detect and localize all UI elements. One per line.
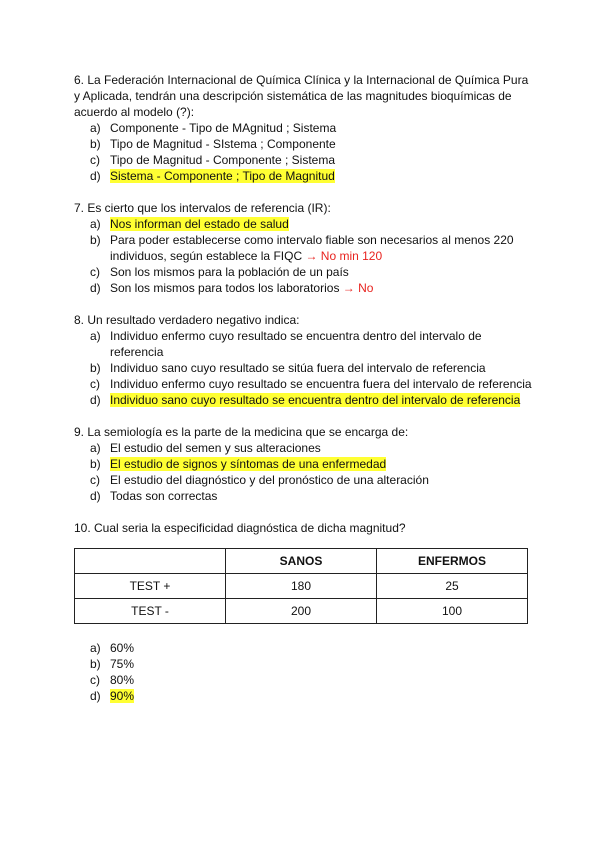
option-10d-highlighted: d) 90%: [90, 689, 135, 703]
question-10-text: 10. Cual seria la especificidad diagnóstica de dicha magnitud?: [74, 521, 406, 535]
annotation-7d: → No: [342, 281, 374, 295]
table-header-row: [75, 549, 528, 574]
option-9c: c) El estudio del diagnóstico y del pronóstico de una alteración: [90, 473, 429, 487]
table-cell: 180: [226, 574, 377, 599]
option-6c: c) Tipo de Magnitud - Componente ; Sistema: [90, 153, 336, 167]
question-8-options: [74, 328, 534, 408]
question-7-options: [74, 216, 534, 296]
question-9-options: [74, 440, 534, 504]
option-6d-highlighted: d) Sistema - Componente ; Tipo de Magnitud: [90, 169, 335, 183]
table-cell: TEST -: [75, 599, 226, 624]
option-10c: c) 80%: [90, 673, 135, 687]
question-7: [74, 200, 534, 296]
option-7d: d) Son los mismos para todos los laboratorios → No: [90, 281, 374, 295]
question-6-text: 6. La Federación Internacional de Química Clínica y la Internacional de Química Pura y Aplicada, tendrán una descripción sistemática de las magnitudes bioquímicas de acuerdo al modelo (?):: [74, 73, 529, 119]
table-header-sanos: SANOS: [226, 549, 377, 574]
option-10a: a) 60%: [90, 641, 135, 655]
question-9: [74, 424, 534, 504]
table-row: [75, 574, 528, 599]
option-6b: b) Tipo de Magnitud - SIstema ; Componente: [90, 137, 336, 151]
table-header-enfermos: ENFERMOS: [377, 549, 528, 574]
option-7a-highlighted: a) Nos informan del estado de salud: [90, 217, 289, 231]
option-8d-highlighted: d) Individuo sano cuyo resultado se encuentra dentro del intervalo de referencia: [90, 393, 521, 407]
question-7-text: 7. Es cierto que los intervalos de referencia (IR):: [74, 201, 331, 215]
exam-page: [74, 72, 534, 704]
option-9a: a) El estudio del semen y sus alteraciones: [90, 441, 321, 455]
option-8a: a) Individuo enfermo cuyo resultado se encuentra dentro del intervalo de referencia: [90, 329, 482, 359]
question-10: [74, 520, 534, 704]
question-6-options: [74, 120, 534, 184]
table-cell: 25: [377, 574, 528, 599]
option-9d: d) Todas son correctas: [90, 489, 218, 503]
contingency-table: [74, 548, 528, 624]
option-7b: b) Para poder establecerse como intervalo fiable son necesarios al menos 220 individuos, según establece la FIQC → No min 120: [90, 233, 514, 263]
table-row: [75, 599, 528, 624]
table-cell: 100: [377, 599, 528, 624]
question-10-options: [74, 640, 534, 704]
question-8: [74, 312, 534, 408]
table-cell: TEST +: [75, 574, 226, 599]
table-cell: 200: [226, 599, 377, 624]
question-9-text: 9. La semiología es la parte de la medicina que se encarga de:: [74, 425, 409, 439]
question-8-text: 8. Un resultado verdadero negativo indica:: [74, 313, 300, 327]
table-header-empty: [75, 549, 226, 574]
question-6: [74, 72, 534, 184]
option-7c: c) Son los mismos para la población de un país: [90, 265, 349, 279]
option-6a: a) Componente - Tipo de MAgnitud ; Sistema: [90, 121, 337, 135]
option-8c: c) Individuo enfermo cuyo resultado se encuentra fuera del intervalo de referencia: [90, 377, 532, 391]
option-8b: b) Individuo sano cuyo resultado se sitúa fuera del intervalo de referencia: [90, 361, 486, 375]
option-10b: b) 75%: [90, 657, 135, 671]
annotation-7b: → No min 120: [305, 249, 383, 263]
option-9b-highlighted: b) El estudio de signos y síntomas de una enfermedad: [90, 457, 387, 471]
